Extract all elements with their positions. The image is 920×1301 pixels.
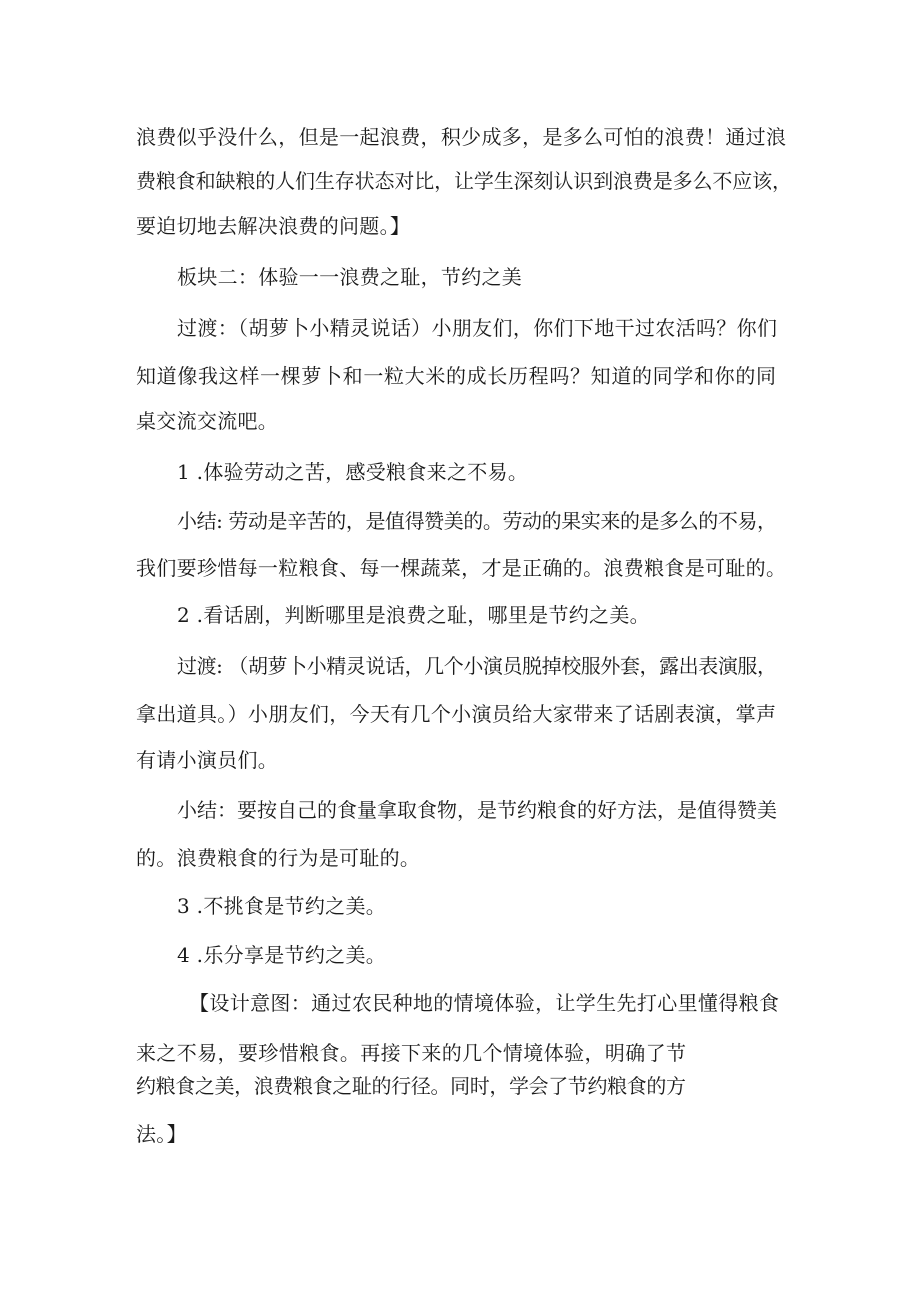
design-intent-line-2: 来之不易，要珍惜粮食。再接下来的几个情境体验，明确了节 [136, 1041, 687, 1065]
text-line-7: 桌交流交流吧。 [136, 409, 279, 433]
text-line-9: 小结: 劳动是辛苦的，是值得赞美的。劳动的果实来的是多么的不易， [177, 509, 777, 533]
text-line-16: 的。浪费粮食的行为是可耻的。 [136, 846, 421, 870]
text-line-6: 知道像我这样一棵萝卜和一粒大米的成长历程吗？知道的同学和你的同 [136, 364, 777, 388]
text-line-5: 过渡：（胡萝卜小精灵说话）小朋友们，你们下地干过农活吗？你们 [177, 316, 778, 340]
design-intent-line-4: 法。】 [136, 1122, 187, 1146]
text-line-2: 费粮食和缺粮的人们生存状态对比，让学生深刻认识到浪费是多么不应该， [136, 169, 792, 193]
list-item-2: 2 .看话剧，判断哪里是浪费之耻，哪里是节约之美。 [177, 603, 650, 627]
text-line-10: 我们要珍惜每一粒粮食、每一棵蔬菜，才是正确的。浪费粮食是可耻的。 [136, 556, 787, 580]
list-item-1: 1 .体验劳动之苦，感受粮食来之不易。 [177, 460, 529, 484]
section-heading: 板块二：体验一一浪费之耻，节约之美 [177, 265, 523, 289]
text-line-13: 拿出道具。）小朋友们，今天有几个小演员给大家带来了话剧表演，掌声 [136, 702, 777, 726]
text-line-1: 浪费似乎没什么，但是一起浪费，积少成多，是多么可怕的浪费！通过浪 [136, 125, 787, 149]
design-intent-line-3: 约粮食之美，浪费粮食之耻的行径。同时，学会了节约粮食的方 [136, 1074, 686, 1098]
list-item-3: 3 .不挑食是节约之美。 [177, 894, 387, 918]
text-line-12: 过渡: （胡萝卜小精灵说话，几个小演员脱掉校服外套，露出表演服， [177, 654, 777, 678]
list-item-4: 4 .乐分享是节约之美。 [177, 943, 387, 967]
text-line-14: 有请小演员们。 [136, 748, 279, 772]
design-intent-line-1: 【设计意图：通过农民种地的情境体验，让学生先打心里懂得粮食 [189, 991, 780, 1015]
text-line-3: 要迫切地去解决浪费的问题。】 [136, 214, 411, 238]
text-line-15: 小结：要按自己的食量拿取食物，是节约粮食的好方法，是值得赞美 [177, 798, 777, 822]
